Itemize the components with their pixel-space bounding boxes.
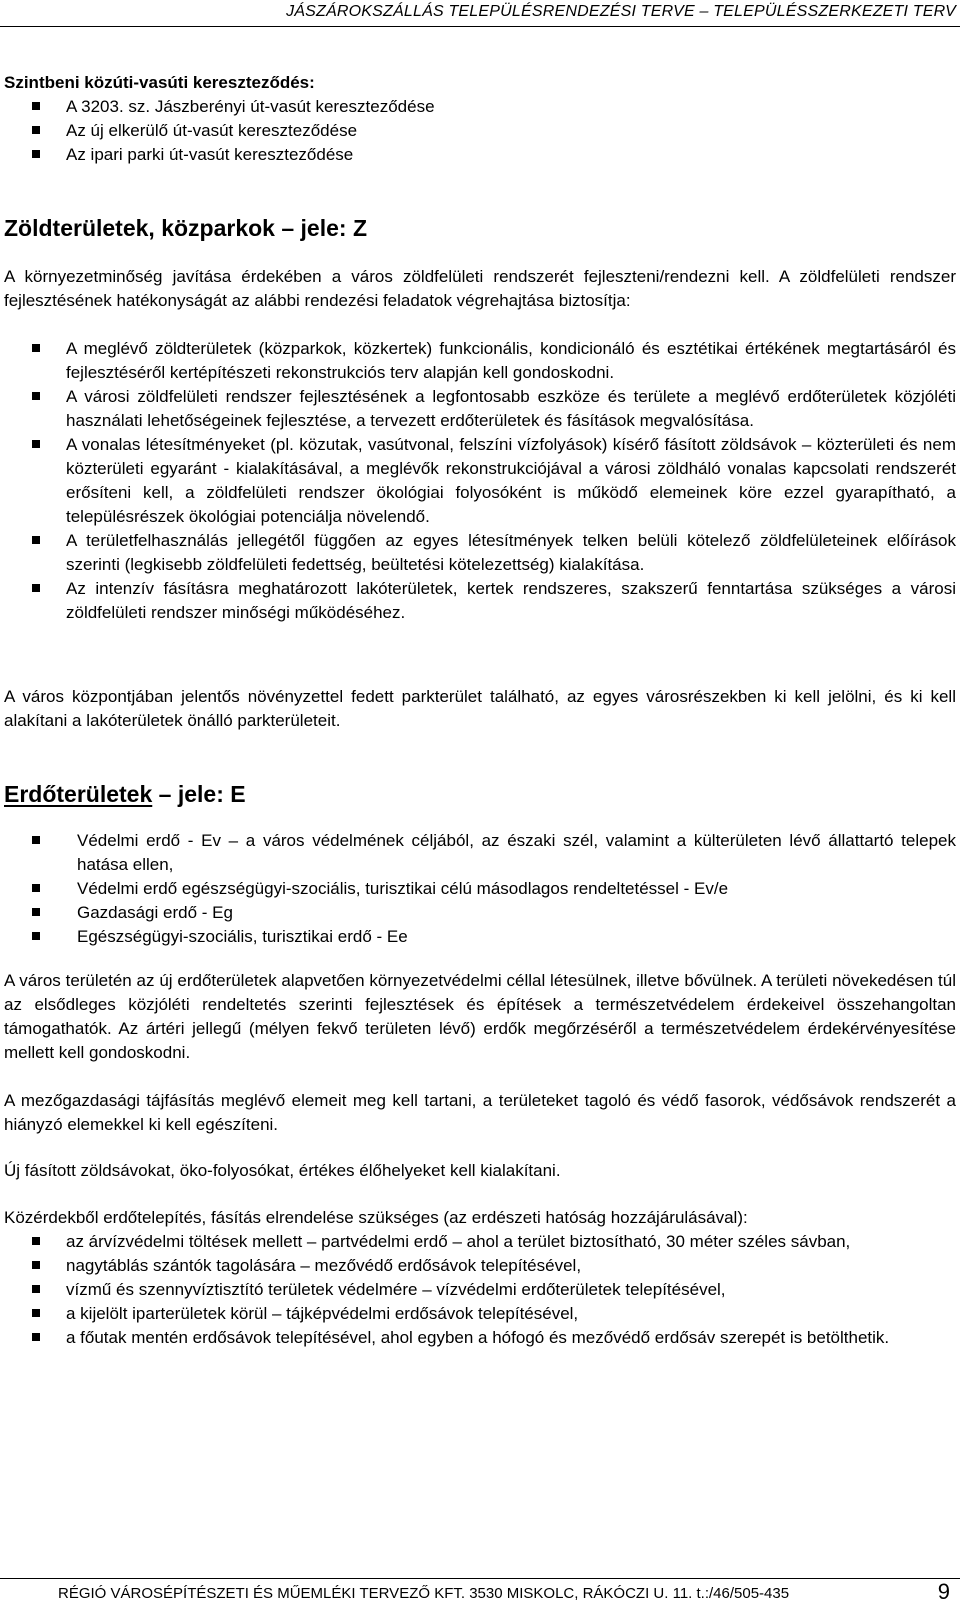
list-item: A területfelhasználás jellegétől függően az egyes létesítmények telken belüli kötelező zöldfelületeinek előírások szerinti (legkisebb zöldfelületi fedettség, beültetési kötelezettség) kialakítása. <box>32 529 956 577</box>
list-item: az árvízvédelmi töltések mellett – partvédelmi erdő – ahol a terület biztosítható, 30 méter széles sávban, <box>32 1230 956 1254</box>
forest-heading <box>4 779 956 809</box>
list-item: A 3203. sz. Jászberényi út-vasút kereszteződése <box>32 95 956 119</box>
footer-text: RÉGIÓ VÁROSÉPÍTÉSZETI ÉS MŰEMLÉKI TERVEZŐ KFT. 3530 MISKOLC, RÁKÓCZI U. 11. t.:/46/505-435 <box>58 1585 790 1602</box>
forest-paragraph-1: A város területén az új erdőterületek alapvetően környezetvédelmi céllal létesülnek, illetve bővülnek. A területi növekedésen túl az elsődleges közjóléti rendeltetés szerinti fejlesztések és építések a természetvédelem érdekeivel összehangoltan támogathatók. Az ártéri jellegű (mélyen fekvő területen lévő) erdők megőrzéséről a természetvédelem érdekérvényesítése mellett kell gondoskodni. <box>4 971 956 1062</box>
green-closing: A város központjában jelentős növényzettel fedett parkterület található, az egyes városrészekben ki kell jelölni, és ki kell alakítani a lakóterületek önálló parkterületeit. <box>4 687 956 730</box>
bullet-icon <box>32 1285 40 1293</box>
list-item: Egészségügyi-szociális, turisztikai erdő - Ee <box>32 925 956 949</box>
green-intro: A környezetminőség javítása érdekében a város zöldfelületi rendszerét fejleszteni/rendezni kell. A zöldfelületi rendszer fejlesztésének hatékonyságát az alábbi rendezési feladatok végrehajtása biztosítja: <box>4 267 956 310</box>
bullet-icon <box>32 1261 40 1269</box>
green-heading: Zöldterületek, közparkok – jele: Z <box>4 215 367 241</box>
bullet-icon <box>32 344 40 352</box>
bullet-icon <box>32 1237 40 1245</box>
list-item: Az intenzív fásításra meghatározott lakóterületek, kertek rendszeres, szakszerű fenntartása szükséges a városi zöldfelületi rendszer minőségi működéséhez. <box>32 577 956 625</box>
forest-heading-rest: – jele: E <box>152 781 246 807</box>
header-title: JÁSZÁROKSZÁLLÁS TELEPÜLÉSRENDEZÉSI TERVE – TELEPÜLÉSSZERKEZETI TERV <box>286 3 956 20</box>
bullet-icon <box>32 908 40 916</box>
page-footer <box>0 1578 960 1609</box>
bullet-icon <box>32 584 40 592</box>
bullet-icon <box>32 440 40 448</box>
forest-paragraph-2: A mezőgazdasági tájfásítás meglévő elemeit meg kell tartani, a területeket tagoló és védő fasorok, védősávok rendszerét a hiányzó elemekkel ki kell egészíteni. <box>4 1091 956 1134</box>
list-item: Védelmi erdő egészségügyi-szociális, turisztikai célú másodlagos rendeltetéssel - Ev/e <box>32 877 956 901</box>
list-item: vízmű és szennyvíztisztító területek védelmére – vízvédelmi erdőterületek telepítésével, <box>32 1278 956 1302</box>
list-item: Az új elkerülő út-vasút kereszteződése <box>32 119 956 143</box>
list-item: A városi zöldfelületi rendszer fejlesztésének a legfontosabb eszköze és területe a meglévő erdőterületek közjóléti használati lehetőségeinek fejlesztése, a tervezett erdőterületek és fásítások megvalósítása. <box>32 385 956 433</box>
list-item: A meglévő zöldterületek (közparkok, közkertek) funkcionális, kondicionáló és esztétikai értékének megtartásáról és fejlesztéséről kertépítészeti rekonstrukciós terv alapján kell gondoskodni. <box>32 337 956 385</box>
bullet-icon <box>32 932 40 940</box>
afforestation-list <box>32 1230 956 1350</box>
list-item: a kijelölt iparterületek körül – tájképvédelmi erdősávok telepítésével, <box>32 1302 956 1326</box>
bullet-icon <box>32 1309 40 1317</box>
bullet-icon <box>32 126 40 134</box>
bullet-icon <box>32 392 40 400</box>
bullet-icon <box>32 102 40 110</box>
bullet-icon <box>32 836 40 844</box>
bullet-icon <box>32 1333 40 1341</box>
green-list <box>32 337 956 625</box>
list-item: a főutak mentén erdősávok telepítésével, ahol egyben a hófogó és mezővédő erdősáv szerepét is betölthetik. <box>32 1326 956 1350</box>
bullet-icon <box>32 536 40 544</box>
list-item: Védelmi erdő - Ev – a város védelmének céljából, az északi szél, valamint a külterületen lévő állattartó telepek hatása ellen, <box>32 829 956 877</box>
forest-paragraph-4: Közérdekből erdőtelepítés, fásítás elrendelése szükséges (az erdészeti hatóság hozzájárulásával): <box>4 1208 748 1227</box>
bullet-icon <box>32 150 40 158</box>
page-header <box>0 0 960 27</box>
list-item: nagytáblás szántók tagolására – mezővédő erdősávok telepítésével, <box>32 1254 956 1278</box>
list-item: Gazdasági erdő - Eg <box>32 901 956 925</box>
page-number: 9 <box>937 1579 950 1604</box>
list-item: A vonalas létesítményeket (pl. közutak, vasútvonal, felszíni vízfolyások) kísérő fásított zöldsávok – közterületi és nem közterületi egyaránt - kialakításával, a meglévők rekonstrukciójával a városi zöldháló vonalas kapcsolati rendszerét erősíteni kell, a zöldfelületi rendszer ökológiai folyosóként is működő elemeinek köre ezzel gyarapítható, a településrészek ökológiai potenciálja növelendő. <box>32 433 956 529</box>
bullet-icon <box>32 884 40 892</box>
list-item: Az ipari parki út-vasút kereszteződése <box>32 143 956 167</box>
crossings-heading: Szintbeni közúti-vasúti kereszteződés: <box>4 73 315 92</box>
forest-heading-underlined: Erdőterületek <box>4 781 153 807</box>
forest-paragraph-3: Új fásított zöldsávokat, öko-folyosókat, értékes élőhelyeket kell kialakítani. <box>4 1161 561 1180</box>
crossings-list <box>32 95 956 167</box>
forest-list <box>32 829 956 949</box>
